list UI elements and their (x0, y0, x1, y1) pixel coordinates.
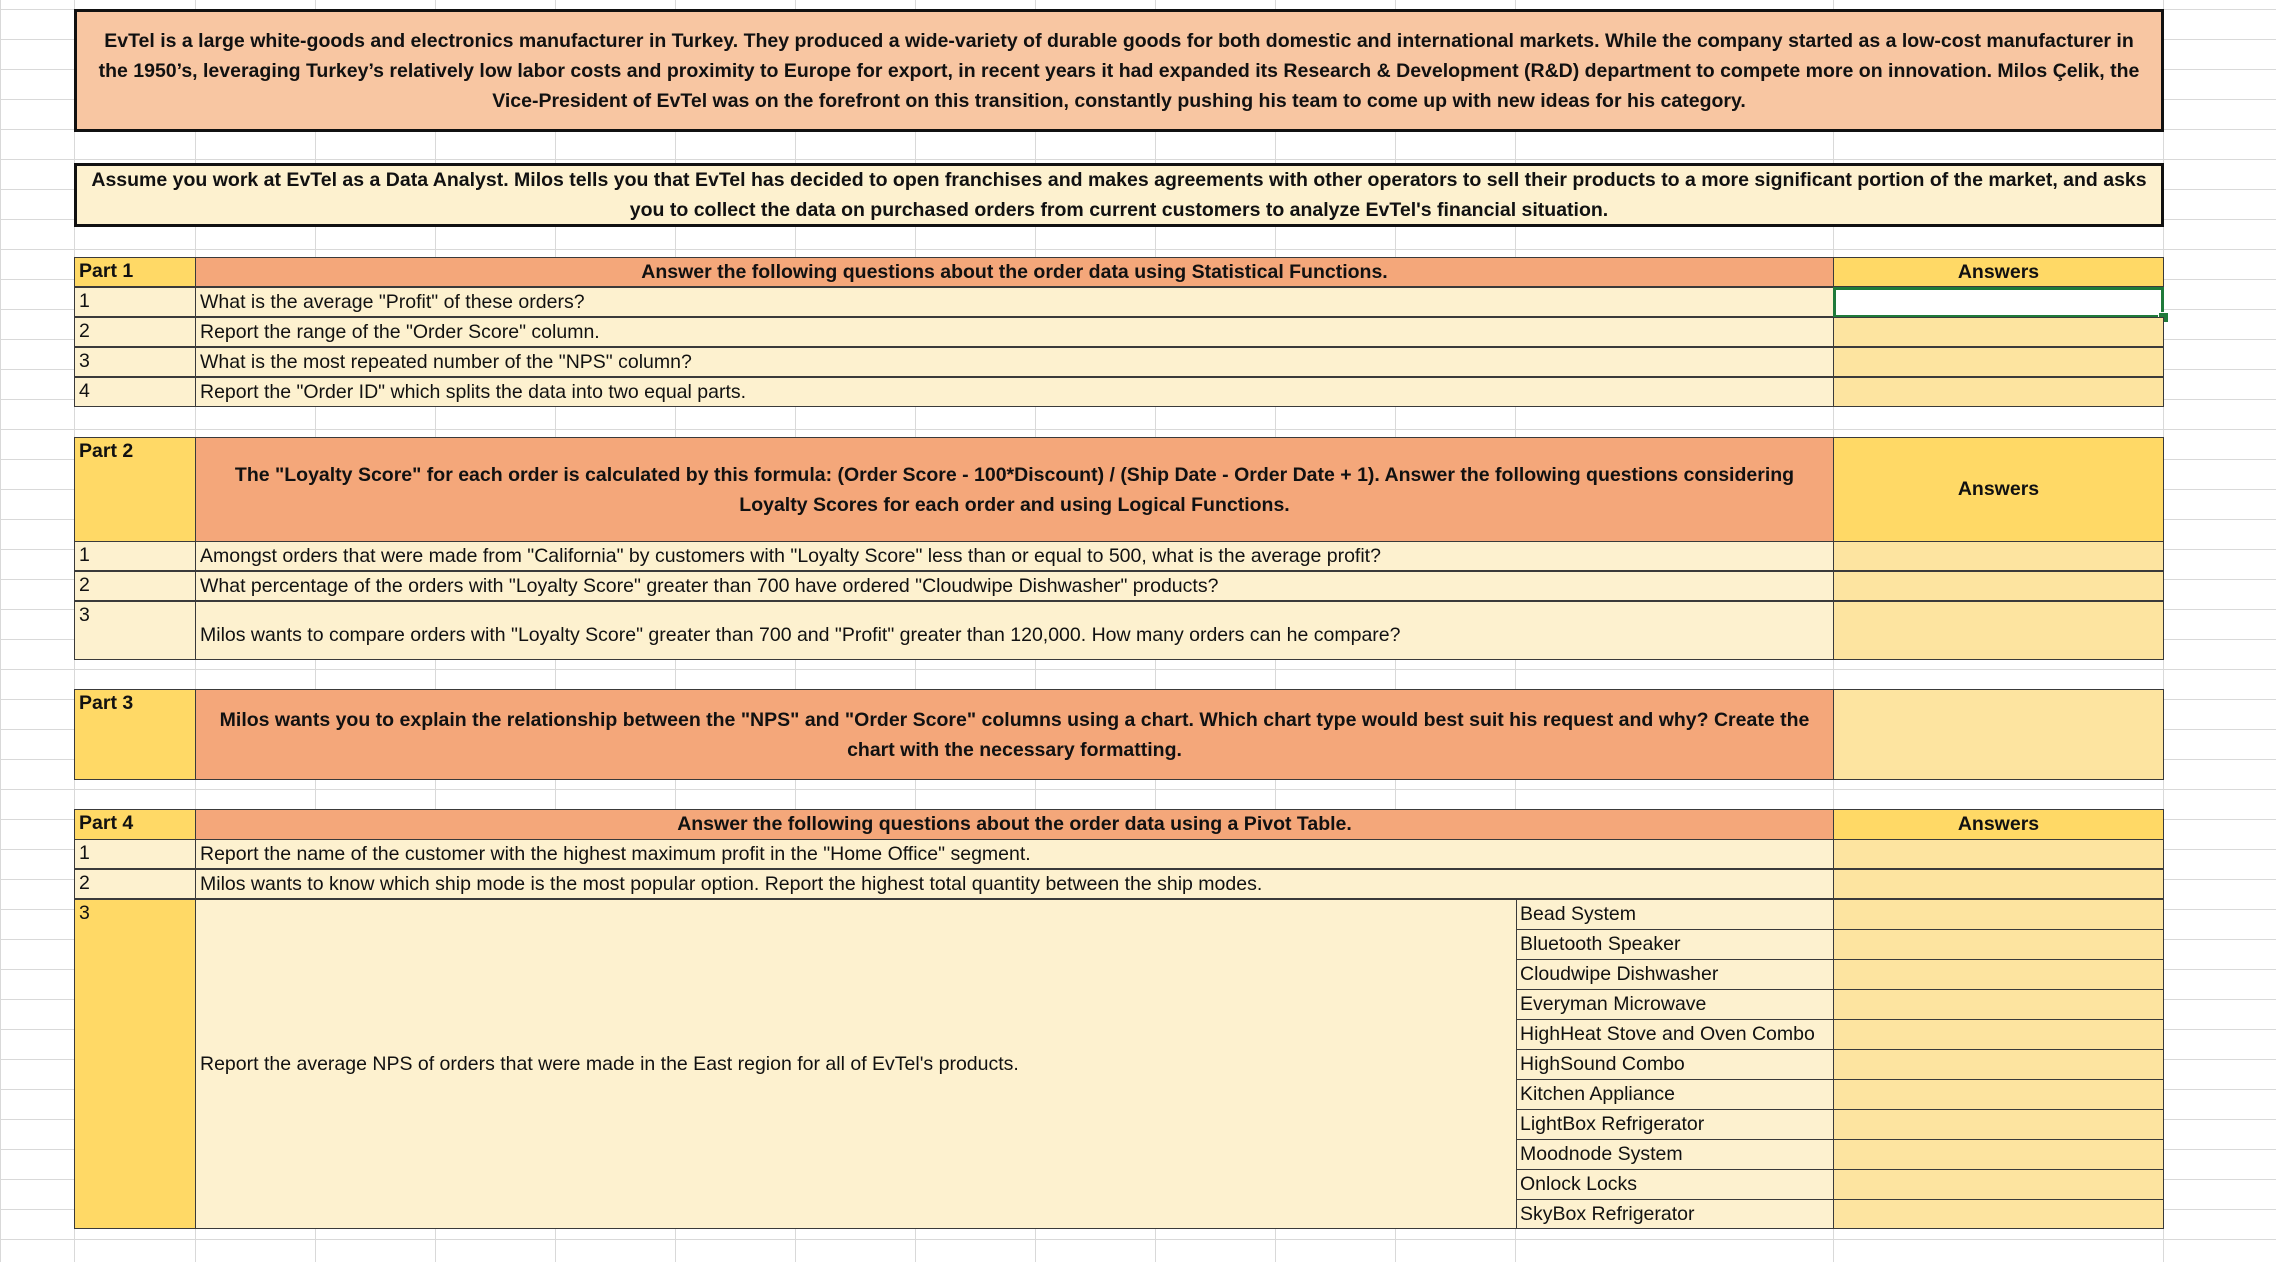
part1-q4-number[interactable]: 4 (74, 377, 196, 407)
part2-q1-answer-cell[interactable] (1833, 541, 2164, 571)
part2-q2-text[interactable]: What percentage of the orders with "Loyalty Score" greater than 700 have ordered "Cloudwipe Dishwasher" products? (195, 571, 1834, 601)
part4-q3-number[interactable]: 3 (74, 899, 196, 1229)
part1-q2-answer-cell[interactable] (1833, 317, 2164, 347)
part4-q2-number[interactable]: 2 (74, 869, 196, 899)
part1-answers-header[interactable]: Answers (1833, 257, 2164, 287)
product-answer-cell[interactable] (1833, 1139, 2164, 1170)
part2-header-text: The "Loyalty Score" for each order is calculated by this formula: (Order Score - 100*Discount) / (Ship Date - Order Date + 1). Answer the following questions considering Loyalty Scores for each order and using Logical Functions. (234, 463, 1795, 516)
intro-company-box[interactable] (74, 9, 2164, 132)
part1-q4-text[interactable]: Report the "Order ID" which splits the data into two equal parts. (195, 377, 1834, 407)
product-answer-cell[interactable] (1833, 899, 2164, 930)
product-answer-cell[interactable] (1833, 1109, 2164, 1140)
intro-assignment-text: Assume you work at EvTel as a Data Analyst. Milos tells you that EvTel has decided to open franchises and makes agreements with other operators to sell their products to a more significant portion of the market, and asks you to collect the data on purchased orders from current customers to analyze EvTel's financial situation. (91, 169, 2147, 221)
product-highsound-combo[interactable]: HighSound Combo (1516, 1049, 1834, 1080)
product-answer-cell[interactable] (1833, 929, 2164, 960)
part4-q1-answer-cell[interactable] (1833, 839, 2164, 869)
part2-q1-text[interactable]: Amongst orders that were made from "California" by customers with "Loyalty Score" less than or equal to 500, what is the average profit? (195, 541, 1834, 571)
part1-q3-number[interactable]: 3 (74, 347, 196, 377)
part2-q2-answer-cell[interactable] (1833, 571, 2164, 601)
part1-q1-number[interactable]: 1 (74, 287, 196, 317)
part4-answers-header[interactable]: Answers (1833, 809, 2164, 840)
part4-q1-number[interactable]: 1 (74, 839, 196, 869)
part1-q1-text[interactable]: What is the average "Profit" of these orders? (195, 287, 1834, 317)
product-answer-cell[interactable] (1833, 989, 2164, 1020)
part3-header-text: Milos wants you to explain the relationship between the "NPS" and "Order Score" columns using a chart. Which chart type would best suit his request and why? Create the chart with the necessary formatting. (219, 708, 1810, 761)
intro-assignment-box[interactable] (74, 163, 2164, 227)
part2-header[interactable] (195, 437, 1834, 542)
part2-q3-number[interactable]: 3 (74, 601, 196, 660)
part1-q2-text[interactable]: Report the range of the "Order Score" column. (195, 317, 1834, 347)
product-answer-cell[interactable] (1833, 959, 2164, 990)
part3-answer-cell[interactable] (1833, 689, 2164, 780)
product-moodnode-system[interactable]: Moodnode System (1516, 1139, 1834, 1170)
part4-q2-answer-cell[interactable] (1833, 869, 2164, 899)
product-answer-cell[interactable] (1833, 1169, 2164, 1200)
part2-q2-number[interactable]: 2 (74, 571, 196, 601)
part1-label[interactable]: Part 1 (74, 257, 196, 287)
part2-answers-header[interactable]: Answers (1833, 437, 2164, 542)
part1-q2-number[interactable]: 2 (74, 317, 196, 347)
part4-header[interactable]: Answer the following questions about the order data using a Pivot Table. (195, 809, 1834, 840)
part2-q1-number[interactable]: 1 (74, 541, 196, 571)
part3-header[interactable] (195, 689, 1834, 780)
part4-q1-text[interactable]: Report the name of the customer with the highest maximum profit in the "Home Office" segment. (195, 839, 1834, 869)
part4-q2-text[interactable]: Milos wants to know which ship mode is the most popular option. Report the highest total quantity between the ship modes. (195, 869, 1834, 899)
part4-q3-text[interactable]: Report the average NPS of orders that were made in the East region for all of EvTel's products. (195, 899, 1517, 1229)
part4-label[interactable]: Part 4 (74, 809, 196, 840)
part1-q4-answer-cell[interactable] (1833, 377, 2164, 407)
part1-header[interactable]: Answer the following questions about the order data using Statistical Functions. (195, 257, 1834, 287)
product-skybox-refrigerator[interactable]: SkyBox Refrigerator (1516, 1199, 1834, 1229)
product-kitchen-appliance[interactable]: Kitchen Appliance (1516, 1079, 1834, 1110)
product-answer-cell[interactable] (1833, 1079, 2164, 1110)
part3-label[interactable]: Part 3 (74, 689, 196, 780)
product-answer-cell[interactable] (1833, 1199, 2164, 1229)
part1-q3-text[interactable]: What is the most repeated number of the "NPS" column? (195, 347, 1834, 377)
part2-label[interactable]: Part 2 (74, 437, 196, 542)
product-bead-system[interactable]: Bead System (1516, 899, 1834, 930)
product-cloudwipe-dishwasher[interactable]: Cloudwipe Dishwasher (1516, 959, 1834, 990)
part2-q3-answer-cell[interactable] (1833, 601, 2164, 660)
product-answer-cell[interactable] (1833, 1019, 2164, 1050)
product-highheat-stove-oven-combo[interactable]: HighHeat Stove and Oven Combo (1516, 1019, 1834, 1050)
product-bluetooth-speaker[interactable]: Bluetooth Speaker (1516, 929, 1834, 960)
product-everyman-microwave[interactable]: Everyman Microwave (1516, 989, 1834, 1020)
product-lightbox-refrigerator[interactable]: LightBox Refrigerator (1516, 1109, 1834, 1140)
part2-q3-text[interactable]: Milos wants to compare orders with "Loyalty Score" greater than 700 and "Profit" greater than 120,000. How many orders can he compare? (195, 601, 1834, 660)
intro-company-text: EvTel is a large white-goods and electronics manufacturer in Turkey. They produced a wide-variety of durable goods for both domestic and international markets. While the company started as a low-cost manufacturer in the 1950’s, leveraging Turkey’s relatively low labor costs and proximity to Europe for export, in recent years it had expanded its Research & Development (R&D) department to compete more on innovation. Milos Çelik, the Vice-President of EvTel was on the forefront on this transition, constantly pushing his team to come up with new ideas for his category. (98, 29, 2140, 112)
part1-q3-answer-cell[interactable] (1833, 347, 2164, 377)
product-answer-cell[interactable] (1833, 1049, 2164, 1080)
part1-q1-answer-cell[interactable] (1833, 287, 2164, 318)
product-onlock-locks[interactable]: Onlock Locks (1516, 1169, 1834, 1200)
